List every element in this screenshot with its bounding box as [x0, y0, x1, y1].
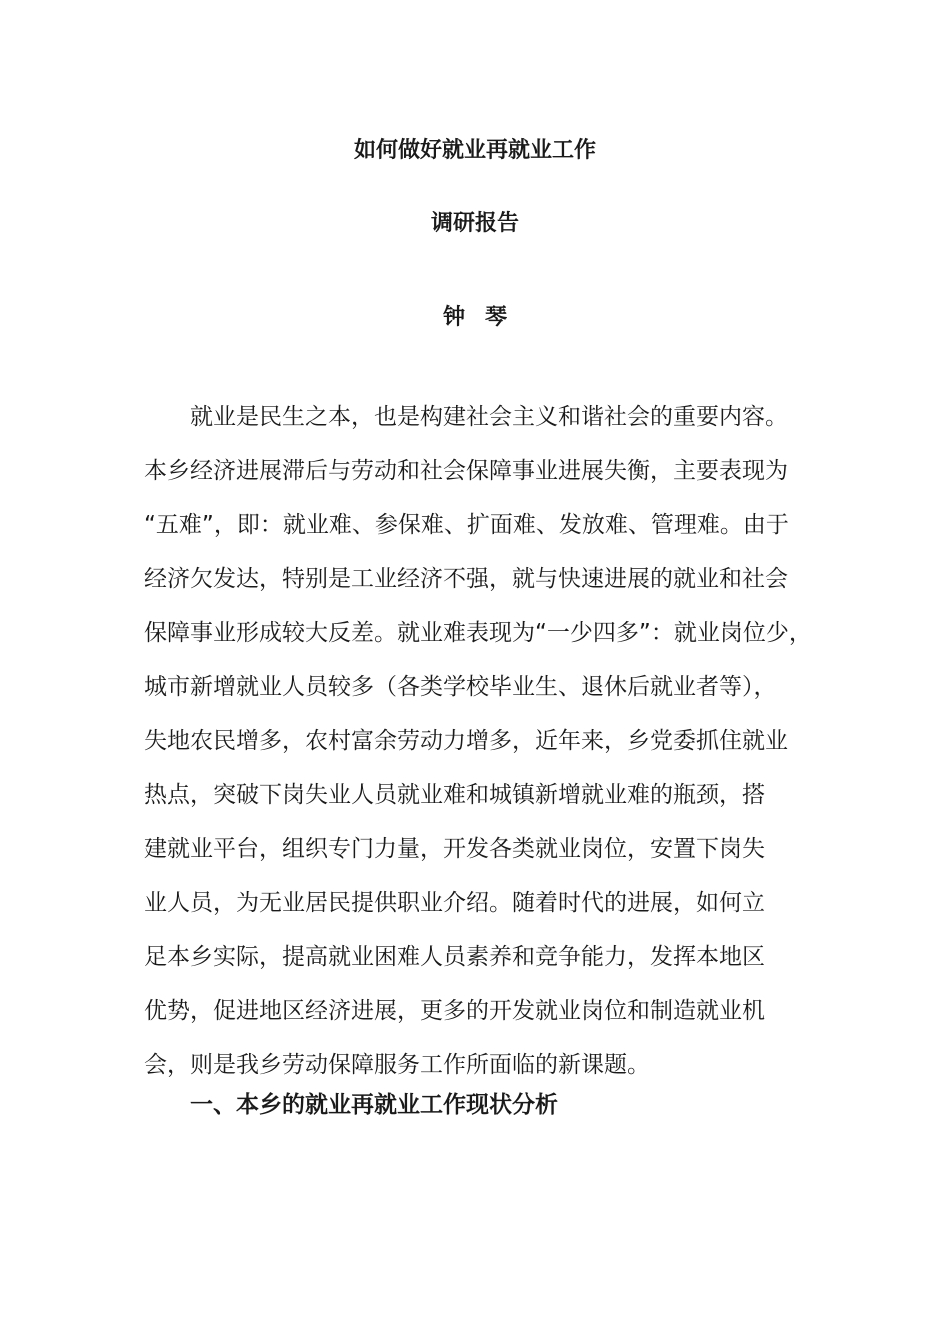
document-title: 如何做好就业再就业工作 [353, 138, 596, 163]
paragraph-line: 业人员，为无业居民提供职业介绍。随着时代的进展，如何立 [144, 890, 765, 916]
paragraph-line: 城市新增就业人员较多（各类学校毕业生、退休后就业者等）， [144, 674, 777, 700]
paragraph-line: 足本乡实际，提高就业困难人员素养和竞争能力，发挥本地区 [144, 944, 765, 970]
author-name-second: 琴 [485, 305, 508, 330]
paragraph-line: 热点，突破下岗失业人员就业难和城镇新增就业难的瓶颈，搭 [144, 782, 765, 808]
paragraph-line: 保障事业形成较大反差。就业难表现为“一少四多”：就业岗位少， [144, 620, 812, 646]
author-name-first: 钟 [442, 305, 465, 330]
paragraph-line: 本乡经济进展滞后与劳动和社会保障事业进展失衡，主要表现为 [144, 458, 788, 484]
paragraph-line: 失地农民增多，农村富余劳动力增多，近年来，乡党委抓住就业 [144, 728, 788, 754]
paragraph-line: 建就业平台，组织专门力量，开发各类就业岗位，安置下岗失 [144, 836, 765, 862]
section-heading: 一、本乡的就业再就业工作现状分析 [190, 1092, 558, 1118]
paragraph-line: 就业是民生之本，也是构建社会主义和谐社会的重要内容。 [190, 404, 788, 430]
paragraph-line: 优势，促进地区经济进展，更多的开发就业岗位和制造就业机 [144, 998, 765, 1024]
document-subtitle: 调研报告 [430, 211, 519, 236]
paragraph-line: 经济欠发达，特别是工业经济不强，就与快速进展的就业和社会 [144, 566, 788, 592]
author-name [0, 303, 950, 333]
paragraph-line: 会，则是我乡劳动保障服务工作所面临的新课题。 [144, 1052, 650, 1078]
paragraph-line: “五难”，即：就业难、参保难、扩面难、发放难、管理难。由于 [144, 512, 789, 538]
body-paragraph [144, 390, 814, 1092]
